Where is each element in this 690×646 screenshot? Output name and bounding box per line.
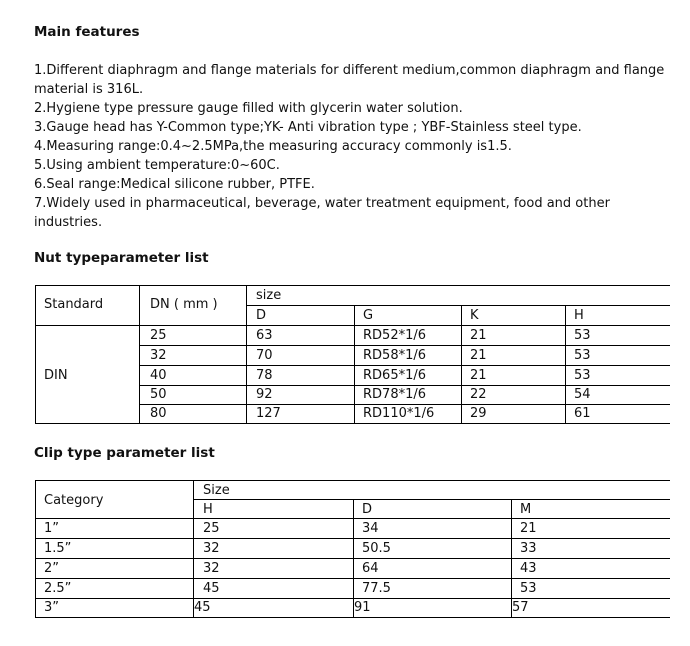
table-cell: 63	[256, 328, 273, 343]
main-features-heading: Main features	[34, 24, 140, 40]
table-cell: 53	[520, 581, 537, 596]
header-k: K	[470, 308, 479, 323]
table-cell: 45	[194, 600, 211, 615]
features-list	[34, 61, 674, 232]
table-cell: 25	[150, 328, 167, 343]
table-cell: 1”	[44, 521, 60, 536]
table-cell: 64	[362, 561, 379, 576]
table-cell: 50.5	[362, 541, 391, 556]
feature-line: 7.Widely used in pharmaceutical, beverage, water treatment equipment, food and other	[34, 196, 610, 211]
header-d: D	[256, 308, 267, 323]
header-size: Size	[203, 483, 230, 498]
table-cell: 92	[256, 387, 273, 402]
table-rule	[565, 305, 566, 424]
table-rule	[35, 285, 36, 424]
table-cell: 57	[512, 600, 529, 615]
table-rule	[461, 305, 462, 424]
table-rule	[139, 385, 670, 386]
table-cell: 22	[470, 387, 487, 402]
table-cell: RD65*1/6	[363, 368, 427, 383]
table-rule	[193, 480, 194, 618]
header-g: G	[363, 308, 374, 323]
feature-line: 6.Seal range:Medical silicone rubber, PTFE.	[34, 177, 315, 192]
table-cell: 53	[574, 368, 591, 383]
table-cell: 61	[574, 406, 591, 421]
table-rule	[246, 305, 670, 306]
feature-line: 3.Gauge head has Y-Common type;YK- Anti vibration type ; YBF-Stainless steel type.	[34, 120, 582, 135]
table-rule	[354, 305, 355, 424]
table-rule	[35, 285, 670, 286]
table-cell: 33	[520, 541, 537, 556]
table-cell: 40	[150, 368, 167, 383]
table-cell: 70	[256, 348, 273, 363]
table-cell: RD78*1/6	[363, 387, 427, 402]
feature-line: industries.	[34, 215, 103, 230]
table-rule	[193, 499, 670, 500]
header-dn: DN ( mm )	[150, 297, 218, 312]
nut-table-heading: Nut typeparameter list	[34, 250, 209, 266]
table-cell: 45	[203, 581, 220, 596]
header-standard: Standard	[44, 297, 104, 312]
table-cell: 50	[150, 387, 167, 402]
table-cell: 53	[574, 348, 591, 363]
table-cell: 32	[150, 348, 167, 363]
feature-line: 1.Different diaphragm and flange materials for different medium,common diaphragm and flange	[34, 63, 665, 78]
table-cell: 2.5”	[44, 581, 72, 596]
table-cell: 21	[520, 521, 537, 536]
table-cell: 53	[574, 328, 591, 343]
header-m: M	[520, 502, 532, 517]
table-cell: 43	[520, 561, 537, 576]
standard-din: DIN	[44, 368, 68, 383]
table-cell: RD52*1/6	[363, 328, 427, 343]
table-cell: 1.5”	[44, 541, 72, 556]
table-cell: 21	[470, 348, 487, 363]
header-d: D	[362, 502, 373, 517]
table-cell: RD58*1/6	[363, 348, 427, 363]
table-cell: 32	[203, 561, 220, 576]
table-rule	[246, 285, 247, 424]
table-cell: 54	[574, 387, 591, 402]
header-category: Category	[44, 493, 104, 508]
feature-line: 5.Using ambient temperature:0~60C.	[34, 158, 280, 173]
table-rule	[35, 423, 670, 424]
clip-table-heading: Clip type parameter list	[34, 445, 215, 461]
table-cell: 91	[354, 600, 371, 615]
table-rule	[35, 325, 670, 326]
table-rule	[139, 345, 670, 346]
header-h: H	[574, 308, 584, 323]
table-cell: 32	[203, 541, 220, 556]
table-cell: 34	[362, 521, 379, 536]
table-rule	[35, 480, 670, 481]
table-cell: 21	[470, 368, 487, 383]
table-cell: 25	[203, 521, 220, 536]
table-cell: 127	[256, 406, 281, 421]
header-size: size	[256, 288, 282, 303]
table-cell: 80	[150, 406, 167, 421]
table-rule	[35, 480, 36, 618]
table-rule	[139, 365, 670, 366]
table-rule	[139, 285, 140, 424]
feature-line: 2.Hygiene type pressure gauge filled with glycerin water solution.	[34, 101, 463, 116]
table-cell: 3”	[44, 600, 60, 615]
table-cell: 21	[470, 328, 487, 343]
feature-line: 4.Measuring range:0.4~2.5MPa,the measuring accuracy commonly is1.5.	[34, 139, 512, 154]
feature-line: material is 316L.	[34, 82, 144, 97]
header-h: H	[203, 502, 213, 517]
table-cell: 29	[470, 406, 487, 421]
table-cell: 77.5	[362, 581, 391, 596]
table-cell: 78	[256, 368, 273, 383]
table-rule	[139, 404, 670, 405]
table-cell: 2”	[44, 561, 60, 576]
table-cell: RD110*1/6	[363, 406, 435, 421]
